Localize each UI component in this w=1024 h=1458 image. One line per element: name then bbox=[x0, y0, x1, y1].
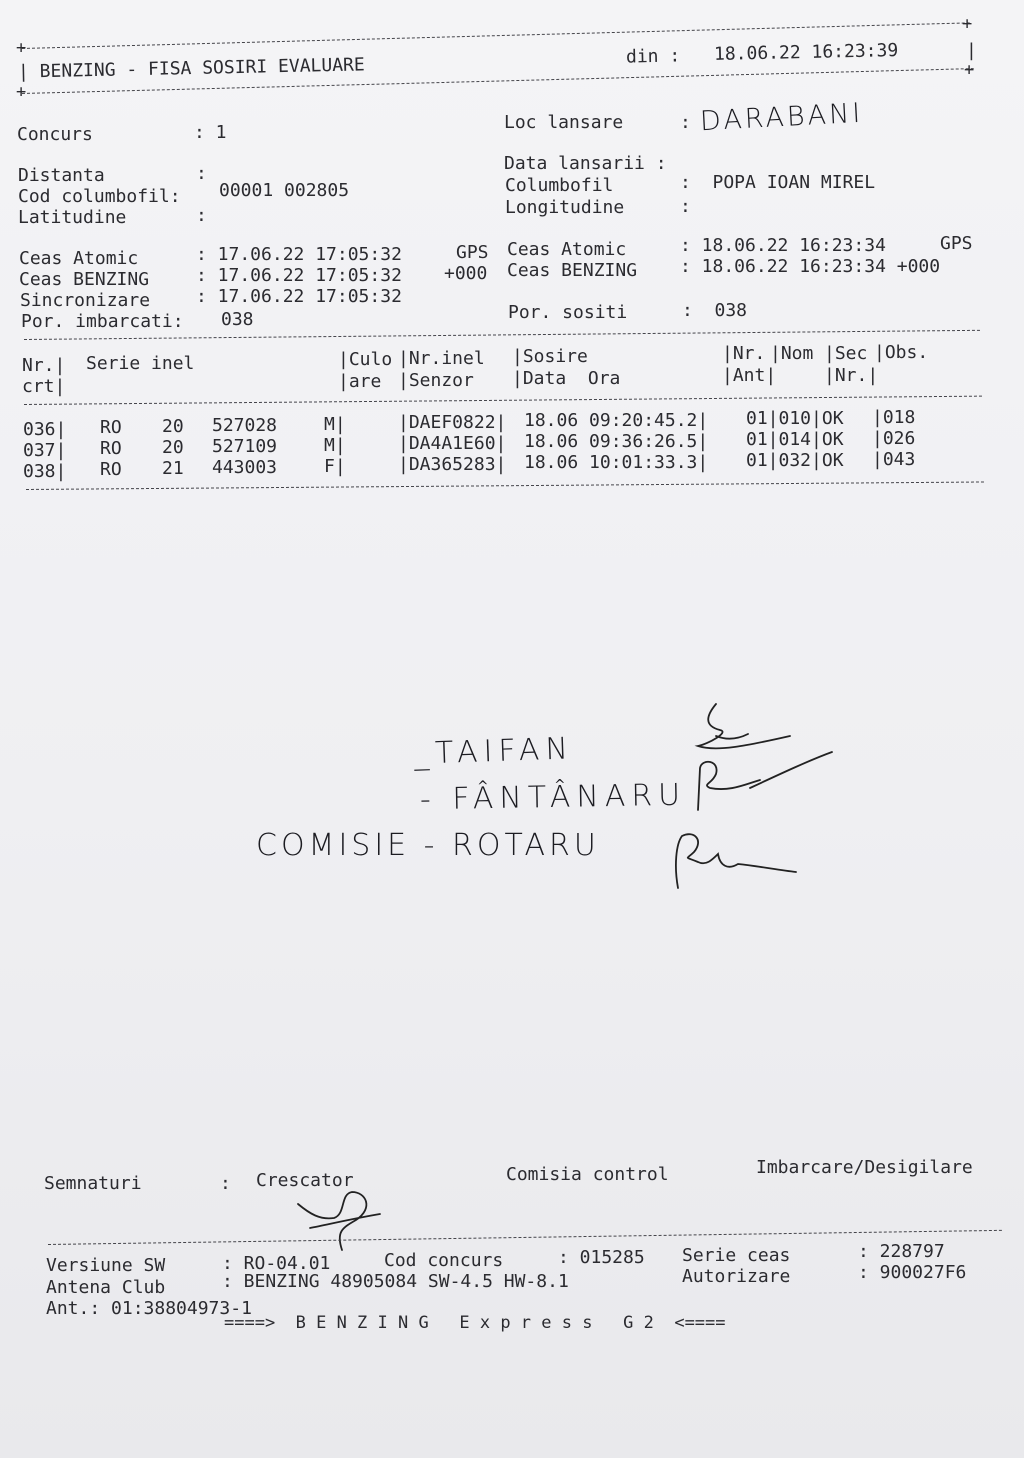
row-nr: 036| bbox=[23, 419, 67, 440]
table-header-rule bbox=[24, 396, 982, 405]
row-year: 20 bbox=[162, 437, 184, 458]
ceas-benzing-value: : 17.06.22 17:05:32 bbox=[196, 265, 402, 286]
latitudine-value: : bbox=[196, 205, 207, 226]
row-sex: M| bbox=[324, 435, 346, 456]
print-date-label: din : bbox=[625, 45, 681, 68]
row-sensor: |DA4A1E60| bbox=[398, 433, 507, 454]
por-imbarcati-label: Por. imbarcati: bbox=[21, 311, 184, 332]
ceas-benzing-label: Ceas BENZING bbox=[19, 269, 150, 290]
handwritten-fantanaru: - FÂNTÂNARU bbox=[419, 777, 687, 818]
signature-crescator bbox=[290, 1184, 390, 1256]
row-obs: |026 bbox=[872, 428, 916, 449]
longitudine-value: : bbox=[680, 196, 691, 217]
col-header-nom: |Nom bbox=[770, 343, 814, 364]
ceas-benzing-offset: +000 bbox=[444, 263, 488, 284]
autorizare-value: : 900027F6 bbox=[858, 1262, 967, 1283]
col-header-culoare-2: |are bbox=[338, 371, 382, 392]
comisia-control-label: Comisia control bbox=[506, 1164, 669, 1185]
cod-concurs-value: : 015285 bbox=[558, 1247, 645, 1268]
longitudine-label: Longitudine bbox=[505, 197, 625, 218]
antenna-serial: Ant.: 01:38804973-1 bbox=[46, 1298, 252, 1319]
col-header-ant: |Ant| bbox=[722, 365, 777, 386]
row-ring: 527028 bbox=[212, 415, 278, 436]
row-ring: 443003 bbox=[212, 457, 278, 478]
serie-ceas-value: : 228797 bbox=[858, 1241, 945, 1262]
table-bottom-rule bbox=[26, 481, 984, 490]
concurs-label: Concurs bbox=[17, 124, 93, 145]
cod-columbofil-value: 00001 002805 bbox=[219, 180, 350, 201]
loc-lansare-handwritten: DARABANI bbox=[699, 97, 864, 138]
latitudine-label: Latitudine bbox=[18, 207, 127, 228]
semnaturi-label: Semnaturi bbox=[44, 1173, 142, 1194]
distanta-value: : bbox=[196, 163, 207, 184]
col-header-nr: Nr.| bbox=[22, 355, 66, 376]
crescator-label: Crescator bbox=[256, 1170, 354, 1191]
row-sex: F| bbox=[324, 456, 346, 477]
handwritten-comisie-rotaru: COMISIE - ROTARU bbox=[256, 828, 600, 863]
row-arrival: 18.06 09:36:26.5| bbox=[524, 431, 709, 452]
header-corner-plus: + bbox=[16, 38, 27, 58]
versiune-sw-label: Versiune SW bbox=[46, 1255, 166, 1276]
col-header-crt: crt| bbox=[22, 376, 66, 397]
antena-club-value: : BENZING 48905084 SW-4.5 HW-8.1 bbox=[222, 1271, 569, 1292]
columbofil-label: Columbofil bbox=[505, 175, 614, 196]
col-header-obs: |Obs. bbox=[874, 342, 929, 363]
col-header-culoare: |Culo bbox=[338, 349, 393, 370]
row-sensor: |DA365283| bbox=[398, 454, 507, 475]
data-lansarii-label: Data lansarii : bbox=[504, 153, 667, 174]
row-ant-nom-sec: 01|032|OK bbox=[746, 450, 844, 471]
row-ant-nom-sec: 01|014|OK bbox=[746, 429, 844, 450]
row-ring: 527109 bbox=[212, 436, 278, 457]
row-country: RO bbox=[100, 417, 122, 438]
row-arrival: 18.06 09:20:45.2| bbox=[524, 410, 709, 431]
signature-fantanaru bbox=[690, 748, 840, 828]
por-sositi-value: : 038 bbox=[682, 300, 748, 321]
right-ceas-benzing-value: : 18.06.22 16:23:34 +000 bbox=[680, 256, 941, 277]
columbofil-value: : POPA IOAN MIREL bbox=[680, 172, 876, 193]
row-sex: M| bbox=[324, 414, 346, 435]
right-ceas-atomic-value: : 18.06.22 16:23:34 bbox=[680, 235, 886, 256]
versiune-sw-value: : RO-04.01 bbox=[222, 1253, 331, 1274]
row-obs: |018 bbox=[872, 407, 916, 428]
ceas-atomic-gps: GPS bbox=[456, 242, 489, 263]
print-date-value: 18.06.22 16:23:39 bbox=[713, 40, 899, 65]
header-corner-plus: + bbox=[962, 14, 973, 34]
concurs-value: : 1 bbox=[194, 122, 227, 143]
imbarcare-label: Imbarcare/Desigilare bbox=[756, 1157, 973, 1178]
row-obs: |043 bbox=[872, 449, 916, 470]
autorizare-label: Autorizare bbox=[682, 1266, 791, 1287]
handwritten-taifan: _TAIFAN bbox=[413, 731, 575, 772]
benzing-brand-line: ====> B E N Z I N G E x p r e s s G 2 <==== bbox=[224, 1313, 726, 1333]
row-year: 20 bbox=[162, 416, 184, 437]
document-title: | BENZING - FISA SOSIRI EVALUARE bbox=[17, 54, 365, 83]
row-nr: 038| bbox=[23, 461, 67, 482]
col-header-data-ora: |Data Ora bbox=[512, 368, 621, 389]
right-ceas-atomic-gps: GPS bbox=[940, 233, 973, 254]
row-ant-nom-sec: 01|010|OK bbox=[746, 408, 844, 429]
por-imbarcati-value: 038 bbox=[221, 309, 254, 330]
row-year: 21 bbox=[162, 458, 184, 479]
col-header-senzor: |Senzor bbox=[398, 370, 474, 391]
cod-columbofil-label: Cod columbofil: bbox=[18, 186, 181, 207]
cod-concurs-label: Cod concurs bbox=[384, 1250, 504, 1271]
signature-rotaru bbox=[668, 826, 798, 896]
row-nr: 037| bbox=[23, 440, 67, 461]
col-header-sosire: |Sosire bbox=[512, 346, 588, 367]
semnaturi-colon: : bbox=[220, 1173, 231, 1194]
col-header-sec: |Sec bbox=[824, 343, 868, 364]
row-country: RO bbox=[100, 438, 122, 459]
col-header-serie: Serie inel bbox=[86, 353, 195, 374]
ceas-atomic-label: Ceas Atomic bbox=[19, 248, 139, 269]
sincronizare-label: Sincronizare bbox=[20, 290, 151, 311]
row-sensor: |DAEF0822| bbox=[398, 412, 507, 433]
ceas-atomic-value: : 17.06.22 17:05:32 bbox=[196, 244, 402, 265]
header-corner-plus: + bbox=[964, 60, 975, 80]
col-header-sec-nr: |Nr.| bbox=[824, 365, 879, 386]
row-country: RO bbox=[100, 459, 122, 480]
distanta-label: Distanta bbox=[18, 165, 105, 186]
por-sositi-label: Por. sositi bbox=[508, 302, 628, 323]
loc-lansare-colon: : bbox=[680, 112, 691, 133]
sincronizare-value: : 17.06.22 17:05:32 bbox=[196, 286, 402, 307]
right-ceas-benzing-label: Ceas BENZING bbox=[507, 260, 638, 281]
header-corner-plus: + bbox=[16, 82, 27, 102]
header-end-bar: | bbox=[966, 40, 977, 61]
row-arrival: 18.06 10:01:33.3| bbox=[524, 452, 709, 473]
serie-ceas-label: Serie ceas bbox=[682, 1245, 791, 1266]
loc-lansare-label: Loc lansare bbox=[504, 112, 624, 133]
col-header-nrinel: |Nr.inel bbox=[398, 348, 485, 369]
col-header-nrant: |Nr. bbox=[722, 343, 766, 364]
antena-club-label: Antena Club bbox=[46, 1277, 166, 1298]
right-ceas-atomic-label: Ceas Atomic bbox=[507, 239, 627, 260]
